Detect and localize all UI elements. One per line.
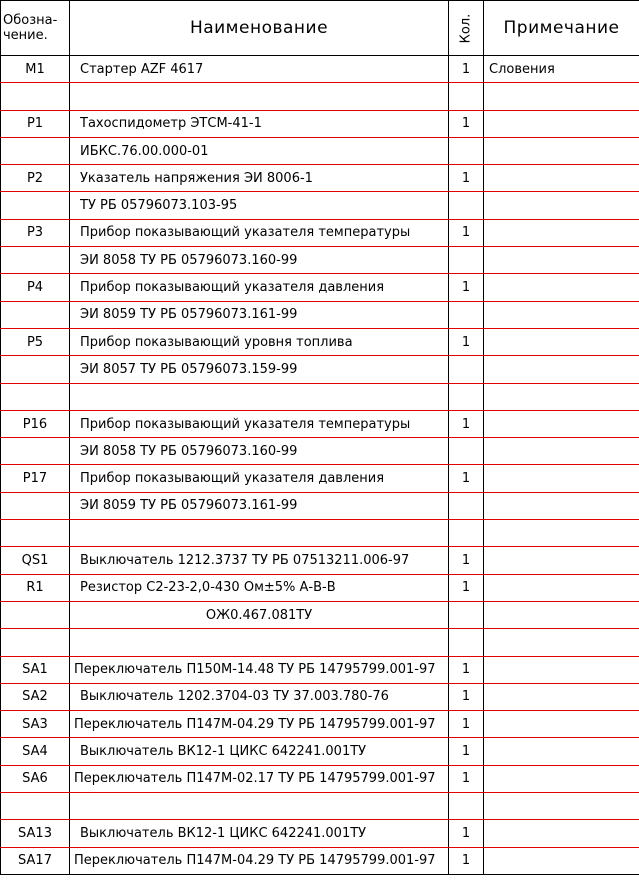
designation-cell: P5 [1,328,70,355]
name-cell: Прибор показывающий указателя давления [70,465,449,492]
name-cell [70,383,449,410]
name-cell: Прибор показывающий уровня топлива [70,328,449,355]
note-cell [484,683,639,710]
table-row [1,820,639,847]
table-row [1,192,639,219]
note-cell [484,547,639,574]
table-row [1,683,639,710]
qty-cell: 1 [449,328,484,355]
qty-cell [449,247,484,274]
qty-header [449,1,484,56]
qty-cell [449,192,484,219]
qty-cell [449,356,484,383]
designation-cell [1,793,70,820]
table-row [1,247,639,274]
table-row [1,656,639,683]
designation-cell: P3 [1,219,70,246]
qty-cell [449,83,484,110]
designation-cell [1,383,70,410]
table-row [1,356,639,383]
qty-cell: 1 [449,574,484,601]
name-cell: Переключатель П150М-14.48 ТУ РБ 14795799.001-97 [70,656,449,683]
qty-cell: 1 [449,56,484,83]
note-header: Примечание [484,1,639,56]
designation-cell [1,520,70,547]
note-cell [484,711,639,738]
note-cell [484,820,639,847]
qty-cell [449,492,484,519]
table-row [1,601,639,628]
table-row [1,274,639,301]
name-cell [70,629,449,656]
designation-cell: SA17 [1,847,70,874]
table-row [1,738,639,765]
name-cell: Переключатель П147М-04.29 ТУ РБ 14795799.001-97 [70,711,449,738]
name-cell: Переключатель П147М-02.17 ТУ РБ 14795799.001-97 [70,765,449,792]
qty-cell [449,137,484,164]
name-cell: Выключатель 1212.3737 ТУ РБ 07513211.006-97 [70,547,449,574]
name-cell: Выключатель ВК12-1 ЦИКС 642241.001ТУ [70,738,449,765]
table-row [1,547,639,574]
note-cell [484,738,639,765]
name-cell [70,520,449,547]
table-row [1,520,639,547]
name-cell: Стартер AZF 4617 [70,56,449,83]
designation-cell [1,601,70,628]
name-cell: Выключатель ВК12-1 ЦИКС 642241.001ТУ [70,820,449,847]
name-cell: ЭИ 8059 ТУ РБ 05796073.161-99 [70,492,449,519]
note-cell [484,438,639,465]
note-cell [484,629,639,656]
designation-header [1,1,70,56]
designation-cell: SA2 [1,683,70,710]
qty-cell [449,383,484,410]
note-cell [484,574,639,601]
name-cell: Прибор показывающий указателя давления [70,274,449,301]
table-row [1,165,639,192]
qty-cell: 1 [449,547,484,574]
designation-header-line1: Обозна- [3,13,58,28]
table-row [1,711,639,738]
qty-cell: 1 [449,820,484,847]
note-cell [484,520,639,547]
note-cell [484,328,639,355]
name-cell [70,83,449,110]
table-row [1,492,639,519]
name-cell: Переключатель П147М-04.29 ТУ РБ 14795799.001-97 [70,847,449,874]
qty-cell: 1 [449,656,484,683]
name-cell: ЭИ 8057 ТУ РБ 05796073.159-99 [70,356,449,383]
name-cell: ОЖ0.467.081ТУ [70,601,449,628]
qty-cell [449,438,484,465]
note-cell [484,492,639,519]
table-row [1,847,639,874]
designation-cell: QS1 [1,547,70,574]
designation-cell: P16 [1,410,70,437]
note-cell [484,274,639,301]
table-row [1,301,639,328]
note-cell [484,219,639,246]
table-row [1,574,639,601]
qty-cell [449,629,484,656]
note-cell [484,656,639,683]
qty-cell: 1 [449,738,484,765]
name-cell: ЭИ 8058 ТУ РБ 05796073.160-99 [70,438,449,465]
note-cell [484,83,639,110]
designation-cell [1,83,70,110]
qty-cell: 1 [449,274,484,301]
note-cell [484,765,639,792]
note-cell: Словения [484,56,639,83]
designation-cell: P17 [1,465,70,492]
table-row [1,83,639,110]
note-cell [484,110,639,137]
spec-rows [1,56,639,875]
name-cell: ЭИ 8058 ТУ РБ 05796073.160-99 [70,247,449,274]
table-row [1,465,639,492]
name-header: Наименование [70,1,449,56]
qty-cell: 1 [449,765,484,792]
qty-cell: 1 [449,410,484,437]
note-cell [484,137,639,164]
name-cell: ТУ РБ 05796073.103-95 [70,192,449,219]
designation-cell: P4 [1,274,70,301]
table-row [1,629,639,656]
qty-header-label: Кол. [458,13,474,43]
designation-cell: SA3 [1,711,70,738]
designation-cell [1,192,70,219]
qty-cell: 1 [449,711,484,738]
qty-cell: 1 [449,110,484,137]
qty-cell [449,793,484,820]
note-cell [484,192,639,219]
designation-cell: SA4 [1,738,70,765]
name-cell: Указатель напряжения ЭИ 8006-1 [70,165,449,192]
designation-cell [1,629,70,656]
designation-cell [1,356,70,383]
note-cell [484,601,639,628]
table-row [1,383,639,410]
qty-cell [449,301,484,328]
designation-cell: M1 [1,56,70,83]
designation-cell [1,247,70,274]
name-cell: Прибор показывающий указателя температуры [70,410,449,437]
designation-cell [1,137,70,164]
note-cell [484,356,639,383]
designation-cell [1,438,70,465]
table-row [1,410,639,437]
table-row [1,219,639,246]
note-cell [484,410,639,437]
note-cell [484,247,639,274]
qty-cell: 1 [449,165,484,192]
qty-cell: 1 [449,683,484,710]
note-cell [484,847,639,874]
qty-cell: 1 [449,465,484,492]
designation-header-line2: чение. [3,28,48,43]
table-row [1,110,639,137]
designation-cell: R1 [1,574,70,601]
designation-cell [1,301,70,328]
table-row [1,793,639,820]
name-cell: ИБКС.76.00.000-01 [70,137,449,164]
note-cell [484,793,639,820]
designation-cell: P2 [1,165,70,192]
qty-cell [449,601,484,628]
name-cell: Прибор показывающий указателя температуры [70,219,449,246]
name-cell: Тахоспидометр ЭТСМ-41-1 [70,110,449,137]
qty-cell: 1 [449,847,484,874]
designation-cell: P1 [1,110,70,137]
header-row [1,1,639,56]
designation-cell: SA6 [1,765,70,792]
note-cell [484,465,639,492]
table-row [1,328,639,355]
note-cell [484,165,639,192]
name-cell: ЭИ 8059 ТУ РБ 05796073.161-99 [70,301,449,328]
qty-cell: 1 [449,219,484,246]
name-cell [70,793,449,820]
note-cell [484,383,639,410]
table-row [1,137,639,164]
table-row [1,765,639,792]
designation-cell: SA13 [1,820,70,847]
name-cell: Резистор С2-23-2,0-430 Ом±5% А-В-В [70,574,449,601]
table-row [1,438,639,465]
note-cell [484,301,639,328]
table-row [1,56,639,83]
qty-cell [449,520,484,547]
name-cell: Выключатель 1202.3704-03 ТУ 37.003.780-76 [70,683,449,710]
designation-cell [1,492,70,519]
designation-cell: SA1 [1,656,70,683]
